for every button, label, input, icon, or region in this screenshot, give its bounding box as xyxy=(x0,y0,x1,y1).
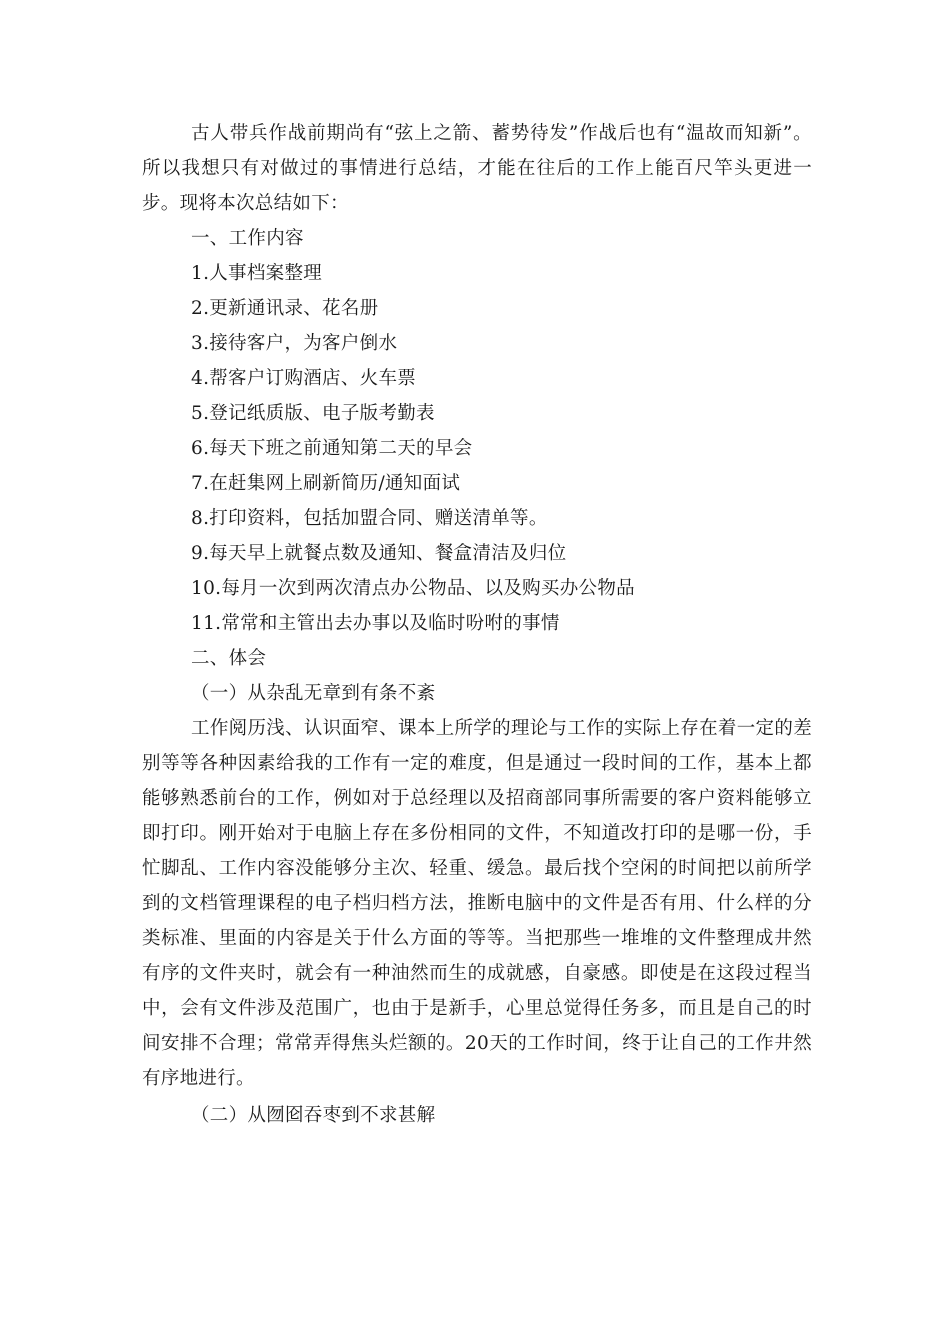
section-heading-work-content: 一、工作内容 xyxy=(191,228,304,249)
list-item: 8.打印资料，包括加盟合同、赠送清单等。 xyxy=(191,508,548,529)
subsection-heading-1: （一）从杂乱无章到有条不紊 xyxy=(191,683,436,704)
list-item: 4.帮客户订购酒店、火车票 xyxy=(191,368,417,389)
list-item: 10.每月一次到两次清点办公物品、以及购买办公物品 xyxy=(191,578,635,599)
list-item: 5.登记纸质版、电子版考勤表 xyxy=(191,403,435,424)
list-item: 2.更新通讯录、花名册 xyxy=(191,298,379,319)
section-heading-reflection: 二、体会 xyxy=(191,648,267,669)
list-item: 11.常常和主管出去办事以及临时吩咐的事情 xyxy=(191,613,560,634)
list-item: 3.接待客户，为客户倒水 xyxy=(191,333,398,354)
list-item: 9.每天早上就餐点数及通知、餐盒清洁及归位 xyxy=(191,543,567,564)
subsection-heading-2: （二）从囫囵吞枣到不求甚解 xyxy=(191,1105,436,1126)
document-body xyxy=(142,116,812,1133)
intro-paragraph: 古人带兵作战前期尚有“弦上之箭、蓄势待发”作战后也有“温故而知新”。所以我想只有对做过的事情进行总结，才能在往后的工作上能百尺竿头更进一步。现将本次总结如下： xyxy=(142,123,812,214)
subsection-1-paragraph: 工作阅历浅、认识面窄、课本上所学的理论与工作的实际上存在着一定的差别等等各种因素给我的工作有一定的难度，但是通过一段时间的工作，基本上都能够熟悉前台的工作，例如对于总经理以及招商部同事所需要的客户资料能够立即打印。刚开始对于电脑上存在多份相同的文件，不知道改打印的是哪一份，手忙脚乱、工作内容没能够分主次、轻重、缓急。最后找个空闲的时间把以前所学到的文档管理课程的电子档归档方法，推断电脑中的文件是否有用、什么样的分类标准、里面的内容是关于什么方面的等等。当把那些一堆堆的文件整理成井然有序的文件夹时，就会有一种油然而生的成就感，自豪感。即使是在这段过程当中，会有文件涉及范围广，也由于是新手，心里总觉得任务多，而且是自己的时间安排不合理；常常弄得焦头烂额的。20天的工作时间，终于让自己的工作井然有序地进行。 xyxy=(142,718,812,1089)
work-item-list xyxy=(142,256,812,641)
list-item: 6.每天下班之前通知第二天的早会 xyxy=(191,438,473,459)
list-item: 7.在赶集网上刷新简历/通知面试 xyxy=(191,473,461,494)
list-item: 1.人事档案整理 xyxy=(191,263,323,284)
